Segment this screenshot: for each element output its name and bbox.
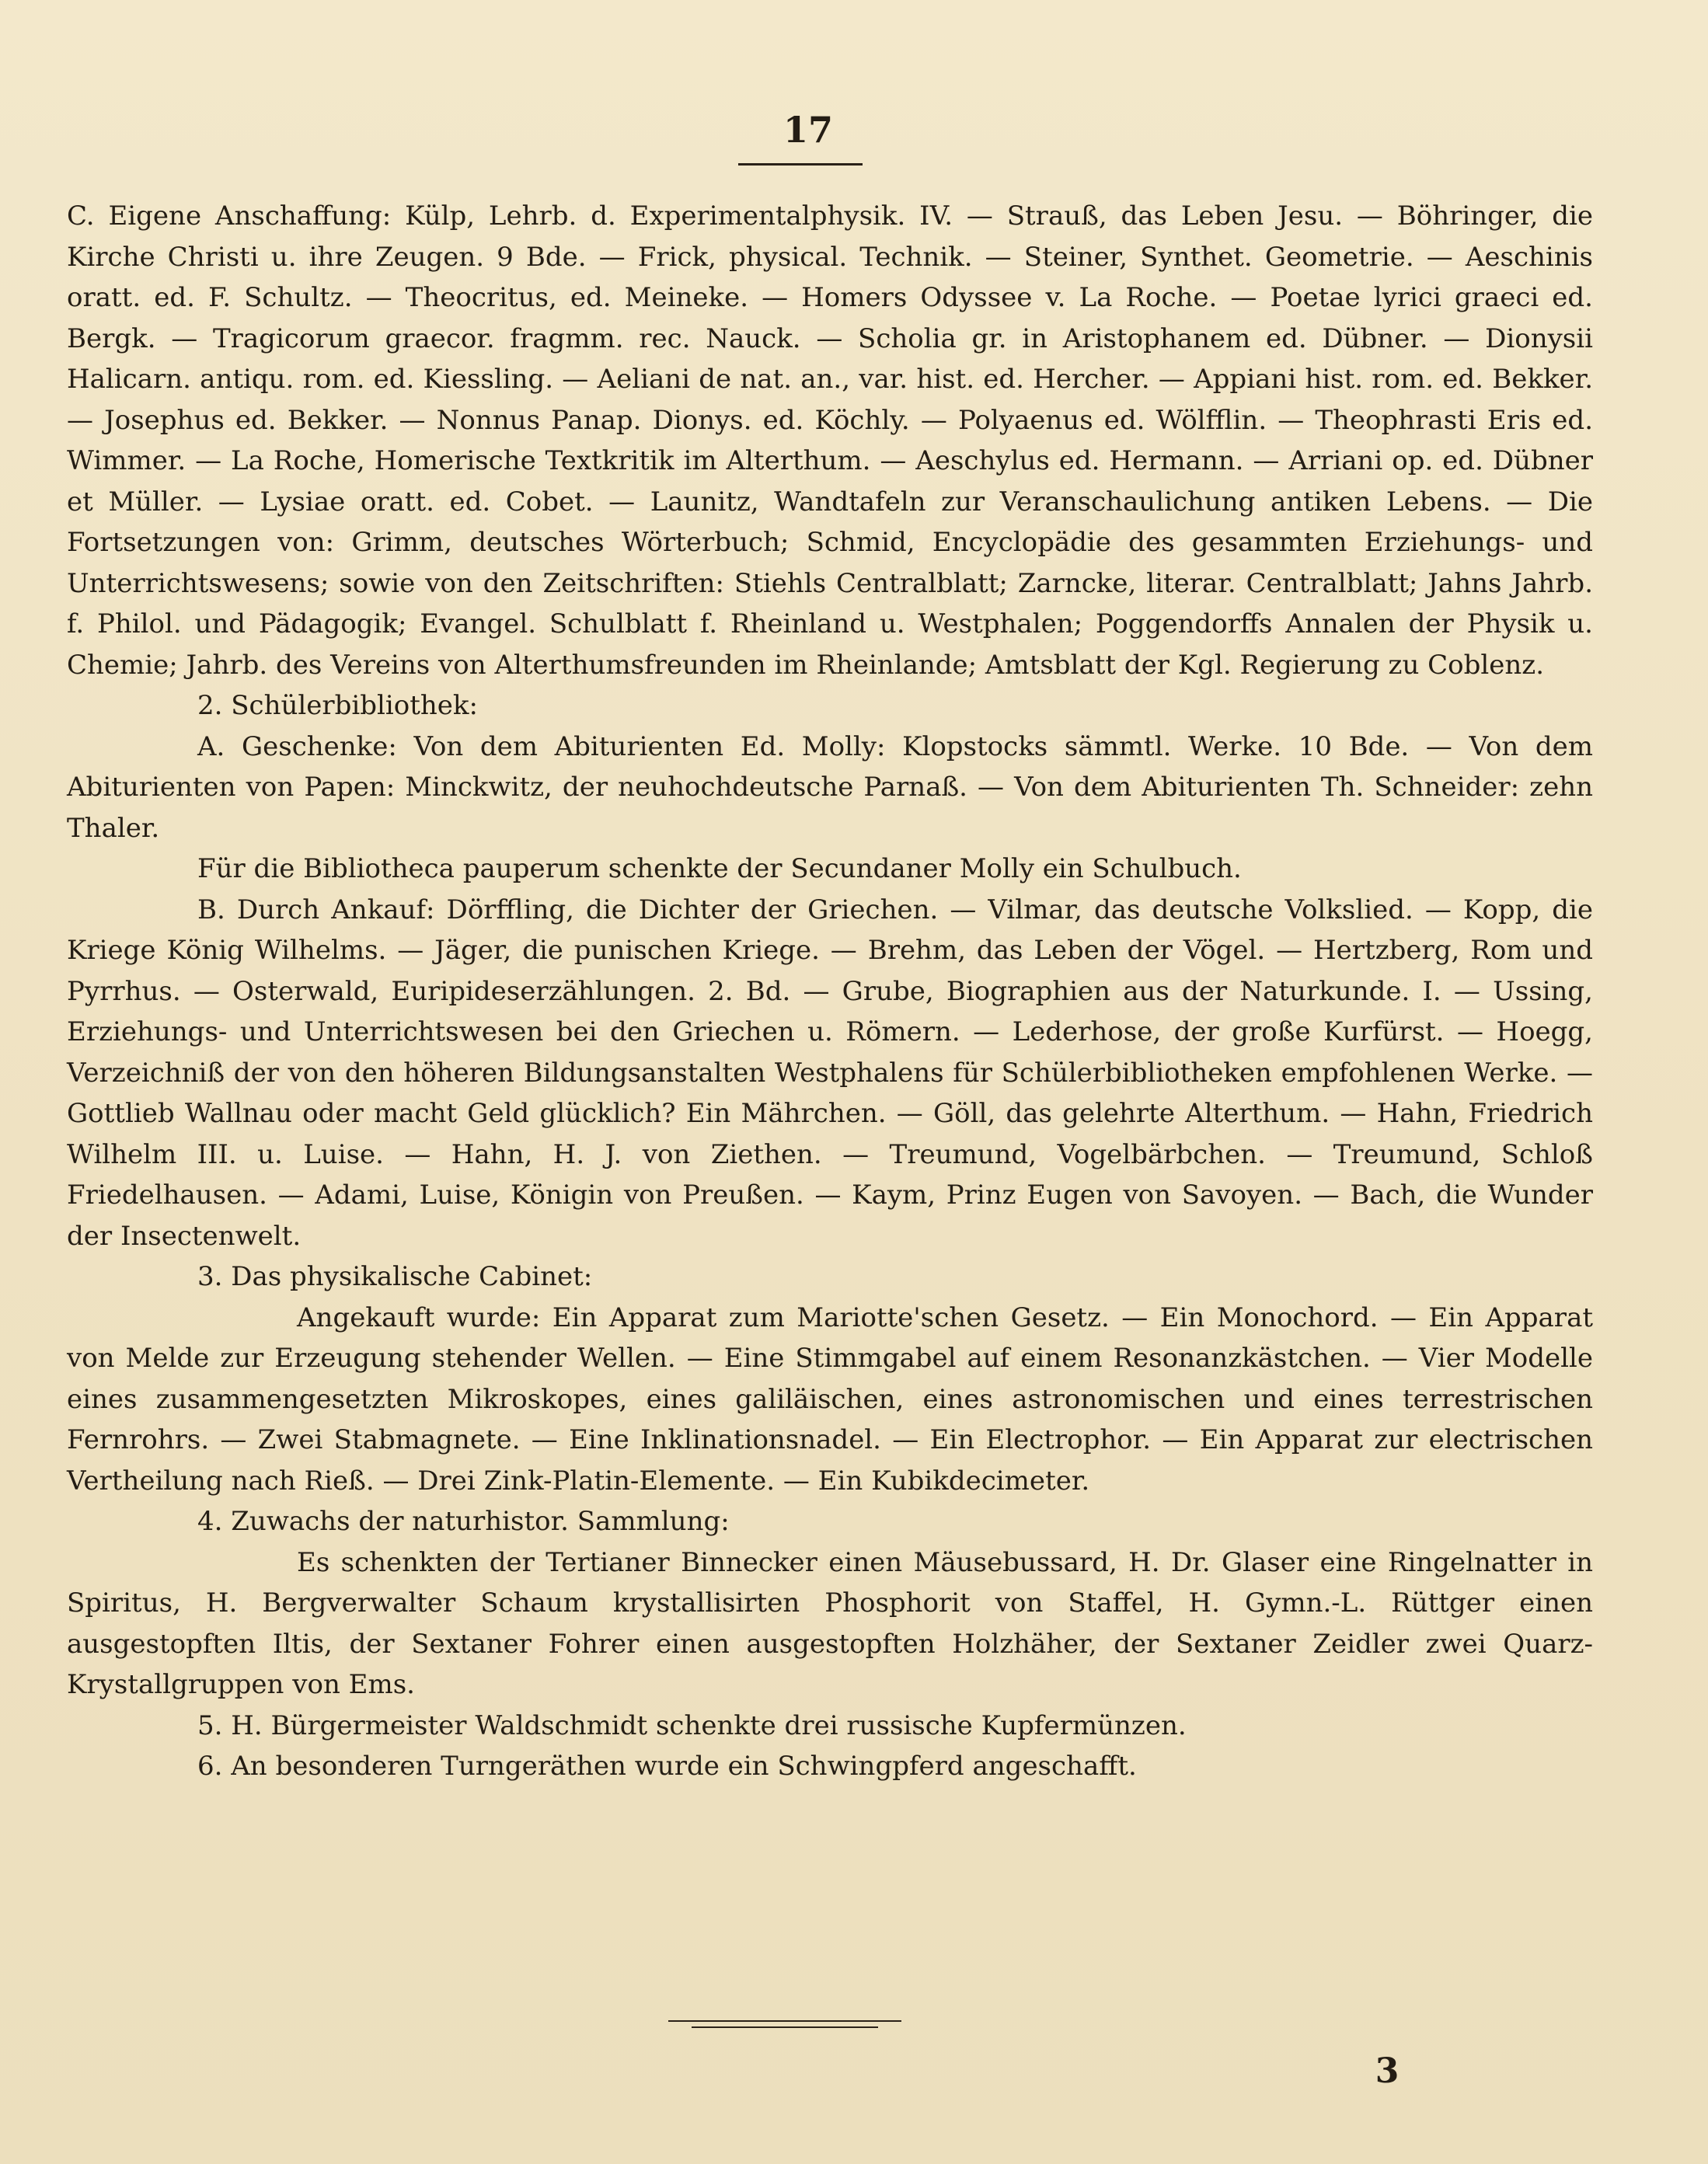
footer-rule xyxy=(668,2020,901,2028)
footer-rule-line xyxy=(668,2020,901,2022)
paragraph-buergermeister: 5. H. Bürgermeister Waldschmidt schenkte drei russische Kupfermünzen. xyxy=(197,1709,1187,1741)
page-number: 17 xyxy=(783,109,833,151)
paragraph-turngeraethe: 6. An besonderen Turngeräthen wurde ein Schwingpferd angeschafft. xyxy=(197,1751,1137,1782)
signature-mark: 3 xyxy=(1375,2051,1400,2091)
paragraph-geschenke: A. Geschenke: Von dem Abiturienten Ed. Molly: Klopstocks sämmtl. Werke. 10 Bde. — Von dem Abiturienten von Papen: Minckwitz, der neuhochdeutsche Parnaß. — Von dem Abiturienten Th. Schneider: zehn Thaler. xyxy=(67,730,1593,844)
footer-rule-line xyxy=(692,2026,878,2028)
heading-naturhistor-sammlung: 4. Zuwachs der naturhistor. Sammlung: xyxy=(197,1506,730,1537)
paragraph-angekauft: Angekauft wurde: Ein Apparat zum Mariotte'schen Gesetz. — Ein Monochord. — Ein Apparat von Melde zur Erzeugung stehender Wellen. — Eine Stimmgabel auf einem Resonanzkästchen. — Vier Modelle eines zusammengesetzten Mikroskopes, eines galiläischen, eines astronomischen und eines terrestrischen Fernrohrs. — Zwei Stabmagnete. — Eine Inklinationsnadel. — Ein Electrophor. — Ein Apparat zur electrischen Vertheilung nach Rieß. — Drei Zink-Platin-Elemente. — Ein Kubikdecimeter. xyxy=(67,1302,1593,1497)
header-rule xyxy=(738,163,863,166)
body-text xyxy=(67,196,1593,1787)
paragraph-eigene-anschaffung: C. Eigene Anschaffung: Külp, Lehrb. d. Experimentalphysik. IV. — Strauß, das Leben Jesu. — Böhringer, die Kirche Christi u. ihre Zeugen. 9 Bde. — Frick, physical. Technik. — Steiner, Synthet. Geometrie. — Aeschinis oratt. ed. F. Schultz. — Theocritus, ed. Meineke. — Homers Odyssee v. La Roche. — Poetae lyrici graeci ed. Bergk. — Tragicorum graecor. fragmm. rec. Nauck. — Scholia gr. in Aristophanem ed. Dübner. — Dionysii Halicarn. antiqu. rom. ed. Kiessling. — Aeliani de nat. an., var. hist. ed. Hercher. — Appiani hist. rom. ed. Bekker. — Josephus ed. Bekker. — Nonnus Panap. Dionys. ed. Köchly. — Polyaenus ed. Wölfflin. — Theophrasti Eris ed. Wimmer. — La Roche, Homerische Textkritik im Alterthum. — Aeschylus ed. Hermann. — Arriani op. ed. Dübner et Müller. — Lysiae oratt. ed. Cobet. — Launitz, Wandtafeln zur Veranschaulichung antiken Lebens. — Die Fortsetzungen von: Grimm, deutsches Wörterbuch; Schmid, Encyclopädie des gesammten Erziehungs- und Unterrichtswesens; sowie von den Zeitschriften: Stiehls Centralblatt; Zarncke, literar. Centralblatt; Jahns Jahrb. f. Philol. und Pädagogik; Evangel. Schulblatt f. Rheinland u. Westphalen; Poggendorffs Annalen der Physik u. Chemie; Jahrb. des Vereins von Alterthumsfreunden im Rheinlande; Amtsblatt der Kgl. Regierung zu Coblenz. xyxy=(67,200,1593,681)
paragraph-bibliotheca-pauperum: Für die Bibliotheca pauperum schenkte der Secundaner Molly ein Schulbuch. xyxy=(197,853,1242,884)
heading-schuelerbibliothek: 2. Schülerbibliothek: xyxy=(197,690,478,721)
heading-physikalisches-cabinet: 3. Das physikalische Cabinet: xyxy=(197,1261,593,1292)
paragraph-es-schenkten: Es schenkten der Tertianer Binnecker einen Mäusebussard, H. Dr. Glaser eine Ringelnatter in Spiritus, H. Bergverwalter Schaum krystallisirten Phosphorit von Staffel, H. Gymn.-L. Rüttger einen ausgestopften Iltis, der Sextaner Fohrer einen ausgestopften Holzhäher, der Sextaner Zeidler zwei Quarz-Krystallgruppen von Ems. xyxy=(67,1546,1593,1700)
paragraph-durch-ankauf: B. Durch Ankauf: Dörffling, die Dichter der Griechen. — Vilmar, das deutsche Volkslied. — Kopp, die Kriege König Wilhelms. — Jäger, die punischen Kriege. — Brehm, das Leben der Vögel. — Hertzberg, Rom und Pyrrhus. — Osterwald, Euripideserzählungen. 2. Bd. — Grube, Biographien aus der Naturkunde. I. — Ussing, Erziehungs- und Unterrichtswesen bei den Griechen u. Römern. — Lederhose, der große Kurfürst. — Hoegg, Verzeichniß der von den höheren Bildungsanstalten Westphalens für Schülerbibliotheken empfohlenen Werke. — Gottlieb Wallnau oder macht Geld glücklich? Ein Mährchen. — Göll, das gelehrte Alterthum. — Hahn, Friedrich Wilhelm III. u. Luise. — Hahn, H. J. von Ziethen. — Treumund, Vogelbärbchen. — Treumund, Schloß Friedelhausen. — Adami, Luise, Königin von Preußen. — Kaym, Prinz Eugen von Savoyen. — Bach, die Wunder der Insectenwelt. xyxy=(67,894,1593,1252)
